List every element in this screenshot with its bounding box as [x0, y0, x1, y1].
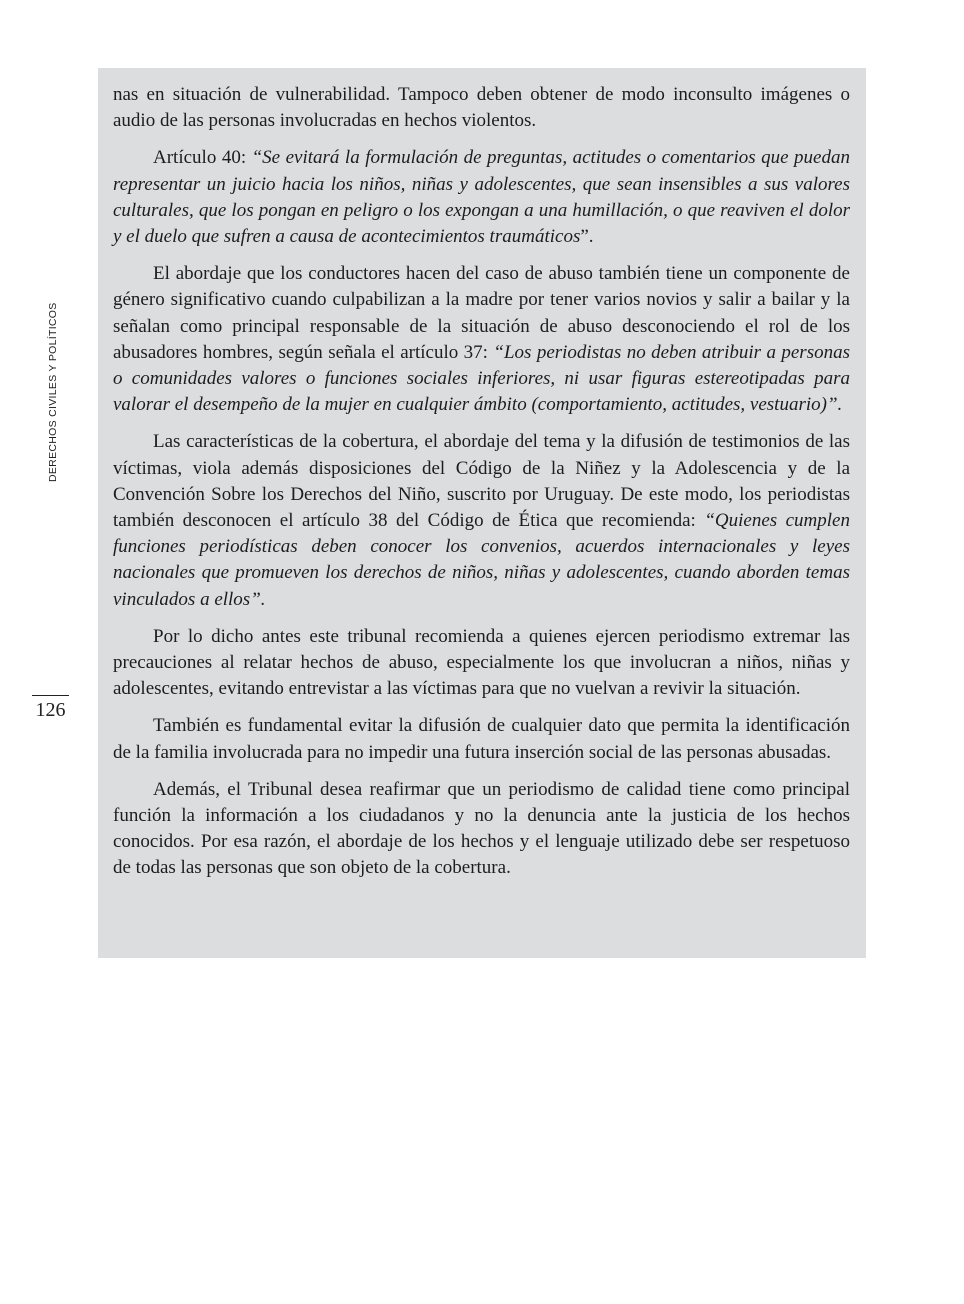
- shaded-text-box: [98, 68, 866, 958]
- paragraph-text: Por lo dicho antes este tribunal recomienda a quienes ejercen periodismo extremar las precauciones al relatar hechos de abuso, especialmente los que involucran a niños, niñas y adolescentes, evitando entrevistar a las víctimas para que no vuelvan a revivir la situación.: [113, 625, 850, 700]
- paragraph-text: Las características de la cobertura, el abordaje del tema y la difusión de testimonios de las víctimas, viola además disposiciones del Código de la Niñez y la Adolescencia y de la Convención Sobre los Derechos del Niño, suscrito por Uruguay. De este modo, los periodistas también desconocen el artículo 38 del Código de Ética que recomienda:: [113, 431, 850, 532]
- page-number-rule: [32, 695, 69, 696]
- quoted-article-text: “Se evitará la formulación de preguntas, actitudes o comentarios que puedan representar un juicio hacia los niños, niñas y adolescentes, que sean insensibles a sus valores culturales, que los pongan en peligro o los expongan a una humillación, o que reaviven el dolor y el duelo que sufren a causa de acontecimientos traumáticos: [113, 147, 850, 248]
- paragraph-2: [113, 145, 850, 250]
- paragraph-5: [113, 624, 850, 703]
- paragraph-7: [113, 777, 850, 882]
- paragraph-3: [113, 261, 850, 418]
- paragraph-1: [113, 82, 850, 134]
- page-number: 126: [35, 699, 66, 721]
- paragraph-text: nas en situación de vulnerabilidad. Tampoco deben obtener de modo inconsulto imágenes o audio de las personas involucradas en hechos violentos.: [113, 84, 850, 132]
- quoted-article-text: “Quienes cumplen funciones periodísticas deben conocer los convenios, acuerdos internacionales y leyes nacionales que promueven los derechos de niños, niñas y adolescentes, cuando aborden temas vinculados a ellos”.: [113, 510, 850, 610]
- paragraph-4: [113, 429, 850, 612]
- paragraph-text: También es fundamental evitar la difusión de cualquier dato que permita la identificación de la familia involucrada para no impedir una futura inserción social de las personas abusadas.: [113, 715, 850, 763]
- paragraph-text: ”.: [580, 226, 594, 248]
- quoted-article-text: “Los periodistas no deben atribuir a personas o comunidades valores o funciones sociales inferiores, ni usar figuras estereotipadas para valorar el desempeño de la mujer en cualquier ámbito (comportamiento, actitudes, vestuario)”.: [113, 341, 850, 416]
- paragraph-text: Además, el Tribunal desea reafirmar que un periodismo de calidad tiene como principal función la información a los ciudadanos y no la denuncia ante la justicia de los hechos conocidos. Por esa razón, el abordaje de los hechos y el lenguaje utilizado debe ser respetuoso de todas las personas que son objeto de la cobertura.: [113, 778, 850, 879]
- paragraph-6: [113, 713, 850, 765]
- running-head: DERECHOS CIVILES Y POLÍTICOS: [47, 302, 59, 482]
- paragraph-text: El abordaje que los conductores hacen del caso de abuso también tiene un componente de género significativo cuando culpabilizan a la madre por tener varios novios y salir a bailar y la señalan como principal responsable de la situación de abuso desconociendo el rol de los abusadores hombres, según señala el artículo 37:: [113, 263, 850, 363]
- paragraph-text: Artículo 40:: [153, 147, 252, 169]
